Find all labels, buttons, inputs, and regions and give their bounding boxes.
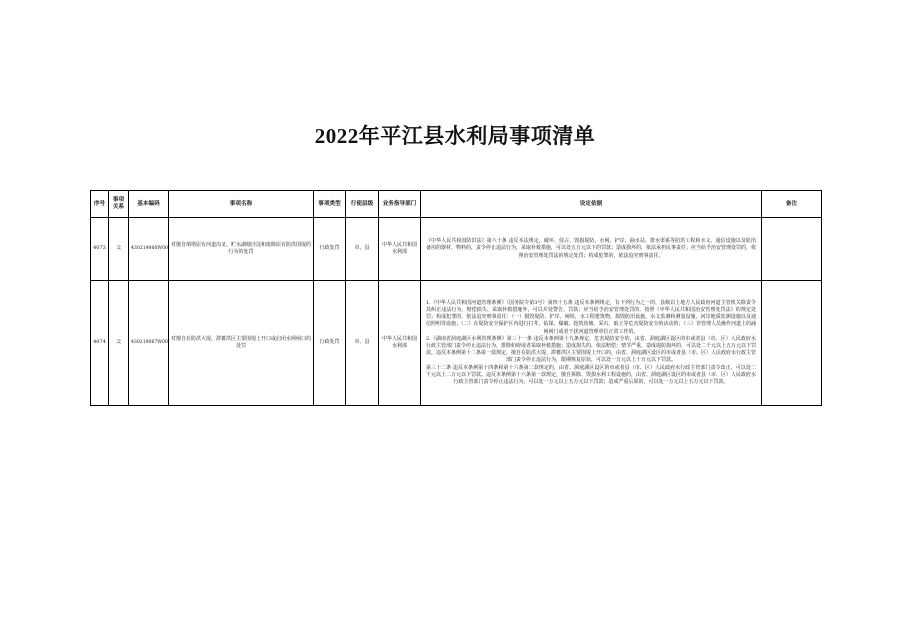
cell-type: 行政处罚 — [314, 218, 346, 281]
header-code: 基本编码 — [129, 191, 169, 218]
matter-list-table — [90, 190, 822, 406]
table-row — [91, 281, 822, 406]
header-seq: 序号 — [91, 191, 109, 218]
header-relation: 事项关系 — [109, 191, 129, 218]
cell-relation: 父 — [109, 218, 129, 281]
page-title: 2022年平江县水利局事项清单 — [314, 124, 596, 148]
cell-department: 中华人民共和国水利部 — [379, 281, 421, 406]
basis-paragraph: 第三十二条 违反本条例第十四条和第十六条第二款规定的，由省、洞庭湖区设区的市或者县（市、区）人民政府水行政主管部门责令改正，可以处二千元以上二万元以下罚款。违反本条例第十六条第一款规定，擅自拆除、毁损水利工程设施的，由省、洞庭湖区设区的市或者县（市、区）人民政府水行政主管部门责令停止违法行为，可以处一万元以上五万元以下罚款；造成严重后果的，可以处一万元以上五万元以下罚款。 — [426, 364, 757, 386]
cell-basis — [421, 281, 762, 406]
cell-code: 430219067W00 — [129, 281, 169, 406]
cell-department: 中华人民共和国水利部 — [379, 218, 421, 281]
basis-paragraph: 《中华人民共和国防洪法》第六十条 违反本法规定，破坏、侵占、毁损堤防、水闸、护岸、抽水站、排水渠系等防洪工程和水文、通信设施以及防汛备用的器材、物料的，责令停止违法行为，采取补救措施，可以处五万元以下的罚款；造成损坏的，依法承担民事责任；应当给予治安管理处罚的，依照治安管理处罚法的规定处罚；构成犯罪的，依法追究刑事责任。 — [426, 238, 757, 259]
cell-type: 行政处罚 — [314, 281, 346, 406]
cell-basis — [421, 218, 762, 281]
table-row — [91, 218, 822, 281]
basis-paragraph: 1.《中华人民共和国河道管理条例》（国务院令第3号）第四十五条 违反本条例规定，有下列行为之一的，县级以上地方人民政府河道主管机关除责令其纠正违法行为、赔偿损失、采取补救措施外，可以并处警告、罚款；应当给予治安管理处罚的，按照《中华人民共和国治安管理处罚法》的规定处罚；构成犯罪的，依法追究刑事责任：（一）损毁堤防、护岸、闸坝、水工程建筑物，损毁防汛设施、水文监测和测量设施、河岸地质监测设施以及通信照明等设施；（二）在堤防安全保护区内进行打井、钻探、爆破、挖筑鱼塘、采石、取土等危害堤防安全的活动的；（三）非管理人员操作河道上的涵闸闸门或者干扰河道管理单位正常工作的。 — [426, 299, 757, 335]
cell-relation: 父 — [109, 281, 129, 406]
cell-level: 市、县 — [346, 218, 379, 281]
table-header-row — [91, 191, 822, 218]
header-basis: 设定依据 — [421, 191, 762, 218]
basis-paragraph: 2.《湖南省洞庭湖区水利管理条例》第三十一条 违反本条例第十九条规定，危害堤防安全的，由省、洞庭湖区设区的市或者县（市、区）人民政府水行政主管部门责令停止违法行为，排除妨碍或者采取补救措施；造成损失的，依法赔偿；情节严重，造成堤防损坏的，可以处二千元以上五万元以下罚款。违反本条例第十二条第一款规定，擅自在防洪大堤、滞蓄洪区主要围堤上开口的，由省、洞庭湖区设区的市或者县（市、区）人民政府水行政主管部门责令停止违法行为，限期恢复原状，可以处一万元以上十万元以下罚款。 — [426, 335, 757, 364]
cell-code: 430219066W00 — [129, 218, 169, 281]
header-remark: 备注 — [762, 191, 822, 218]
cell-level: 市、县 — [346, 281, 379, 406]
cell-name: 对擅自填堵原有河道沟叉、贮水湖塘洼淀和废除原有防洪围堤的行为的处罚 — [169, 218, 314, 281]
header-type: 事项类型 — [314, 191, 346, 218]
cell-seq: 4074 — [91, 281, 109, 406]
header-name: 事项名称 — [169, 191, 314, 218]
cell-seq: 4073 — [91, 218, 109, 281]
header-level: 行使层级 — [346, 191, 379, 218]
header-department: 业务指导部门 — [379, 191, 421, 218]
cell-remark — [762, 281, 822, 406]
cell-remark — [762, 218, 822, 281]
cell-name: 对擅自在防洪大堤、滞蓄洪区主要围堤上开口或启闭水闸闸口的处罚 — [169, 281, 314, 406]
